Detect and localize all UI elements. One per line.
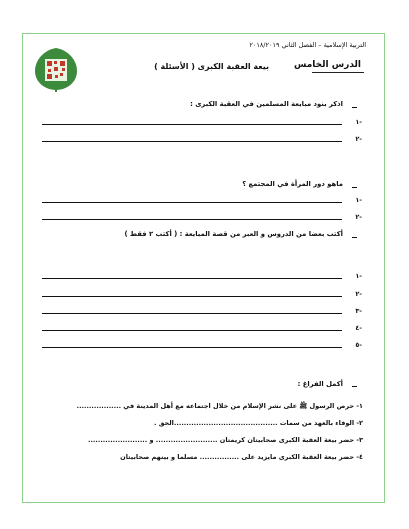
- answer-line: [42, 313, 342, 314]
- answer-number: -٢: [355, 135, 362, 143]
- question-dash: [352, 107, 357, 108]
- answer-number: -٢: [355, 290, 362, 298]
- answer-line: [42, 219, 342, 220]
- question-4: أكمل الفراغ :: [297, 380, 343, 388]
- answer-number: -١: [355, 118, 362, 126]
- subject-term: التربية الإسلامية – الفصل الثاني ٢٠١٨/٢٠١٩: [249, 41, 366, 49]
- fill-blank-line: ٢- الوفاء بالعهد من سمات ..........................................الحق .: [153, 419, 363, 427]
- lesson-underline: [312, 72, 364, 73]
- question-dash: [352, 187, 357, 188]
- answer-number: -٤: [355, 324, 362, 332]
- answer-line: [42, 347, 342, 348]
- fill-blank-line: ١- حرص الرسول ﷺ على نشر الإسلام من خلال اجتماعه مع أهل المدينة في ..................: [76, 402, 363, 410]
- answer-number: -٢: [355, 213, 362, 221]
- question-1: اذكر بنود مبايعة المسلمين في العقبة الكبرى :: [190, 100, 343, 108]
- answer-line: [42, 124, 342, 125]
- answer-number: -٣: [355, 307, 362, 315]
- answer-line: [42, 296, 342, 297]
- answer-line: [42, 141, 342, 142]
- answer-number: -١: [355, 196, 362, 204]
- fill-blank-line: ٣- حضر بيعة العقبة الكبرى صحابيتان كريمتان ......................... و ........................: [87, 436, 363, 444]
- fill-blank-line: ٤- حضر بيعة العقبة الكبرى مايزيد على ................ مسلما و بينهم صحابيتان: [120, 453, 363, 461]
- leaf-logo-icon: [33, 46, 79, 92]
- question-dash: [352, 237, 357, 238]
- page-title: بيعة العقبة الكبرى ( الأسئلة ): [154, 62, 269, 71]
- answer-line: [42, 330, 342, 331]
- question-dash: [352, 386, 357, 387]
- answer-line: [42, 278, 342, 279]
- answer-line: [42, 202, 342, 203]
- question-3: أكتب بعضا من الدروس و العبر من قصة المبايعة : ( أكتب ٢ فقط ): [124, 230, 343, 238]
- answer-number: -١: [355, 272, 362, 280]
- answer-number: -٥: [355, 341, 362, 349]
- question-2: ماهو دور المرأة في المجتمع ؟: [242, 180, 343, 188]
- lesson-label: الدرس الخامس: [293, 60, 361, 70]
